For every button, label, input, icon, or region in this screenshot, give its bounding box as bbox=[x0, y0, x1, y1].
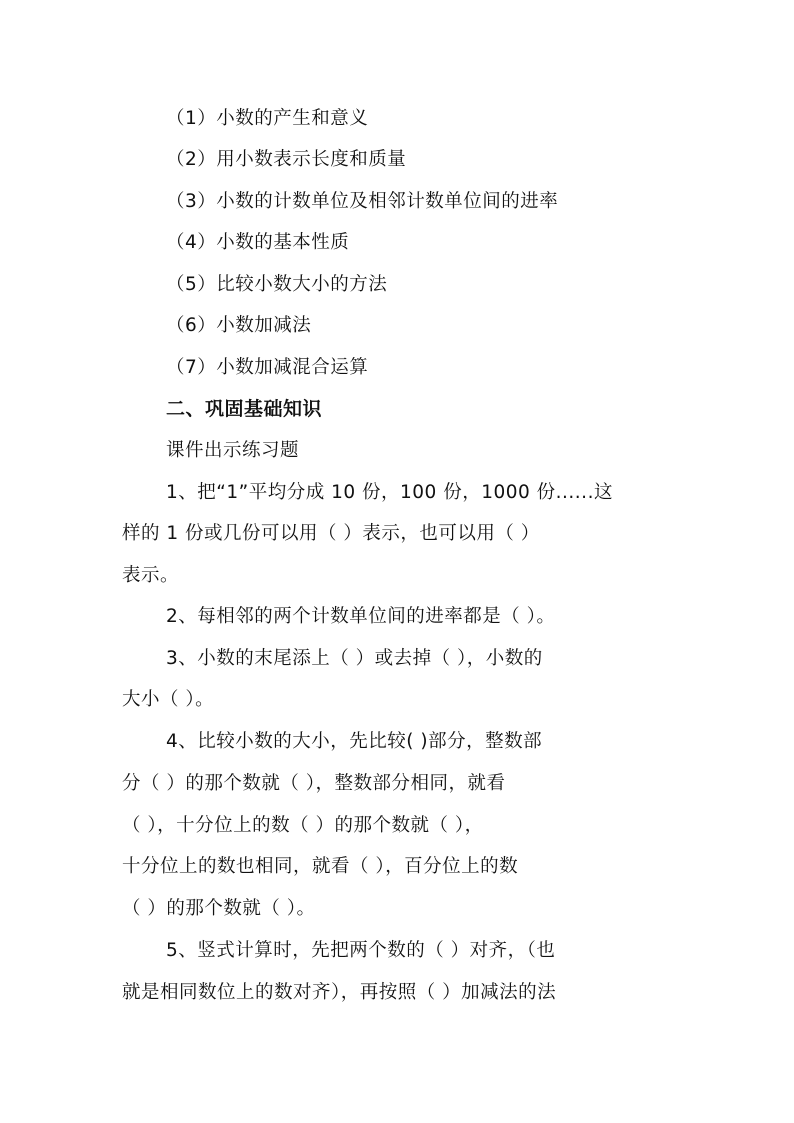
question-4-line-2: 分（ ）的那个数就（ ），整数部分相同，就看 bbox=[122, 773, 506, 794]
question-2-line-1: 2、每相邻的两个计数单位间的进率都是（ ）。 bbox=[166, 606, 556, 627]
question-4-line-3: （ ），十分位上的数（ ）的那个数就（ ）， bbox=[122, 815, 484, 836]
question-4-line-4: 十分位上的数也相同，就看（ ），百分位上的数 bbox=[122, 856, 519, 877]
outline-item-4: （4）小数的基本性质 bbox=[166, 232, 350, 253]
subtitle: 课件出示练习题 bbox=[166, 440, 300, 461]
question-5-line-2: 就是相同数位上的数对齐），再按照（ ）加减法的法 bbox=[122, 982, 557, 1003]
question-1-line-2: 样的 1 份或几份可以用（ ）表示，也可以用（ ） bbox=[122, 523, 540, 544]
outline-item-1: （1）小数的产生和意义 bbox=[166, 108, 369, 129]
question-1-line-3: 表示。 bbox=[122, 565, 180, 586]
outline-item-5: （5）比较小数大小的方法 bbox=[166, 274, 388, 295]
outline-item-6: （6）小数加减法 bbox=[166, 315, 312, 336]
question-1-line-1: 1、把“1”平均分成 10 份，100 份，1000 份......这 bbox=[166, 482, 613, 503]
outline-item-7: （7）小数加减混合运算 bbox=[166, 357, 369, 378]
section-heading: 二、巩固基础知识 bbox=[166, 398, 323, 420]
outline-item-3: （3）小数的计数单位及相邻计数单位间的进率 bbox=[166, 191, 559, 212]
question-5-line-1: 5、竖式计算时，先把两个数的（ ）对齐，（也 bbox=[166, 940, 556, 961]
question-3-line-1: 3、小数的末尾添上（ ）或去掉（ ），小数的 bbox=[166, 648, 543, 669]
outline-item-2: （2）用小数表示长度和质量 bbox=[166, 149, 407, 170]
question-4-line-5: （ ）的那个数就（ ）。 bbox=[122, 898, 316, 919]
question-3-line-2: 大小（ ）。 bbox=[122, 689, 215, 710]
question-4-line-1: 4、比较小数的大小，先比较( )部分，整数部 bbox=[166, 731, 543, 752]
